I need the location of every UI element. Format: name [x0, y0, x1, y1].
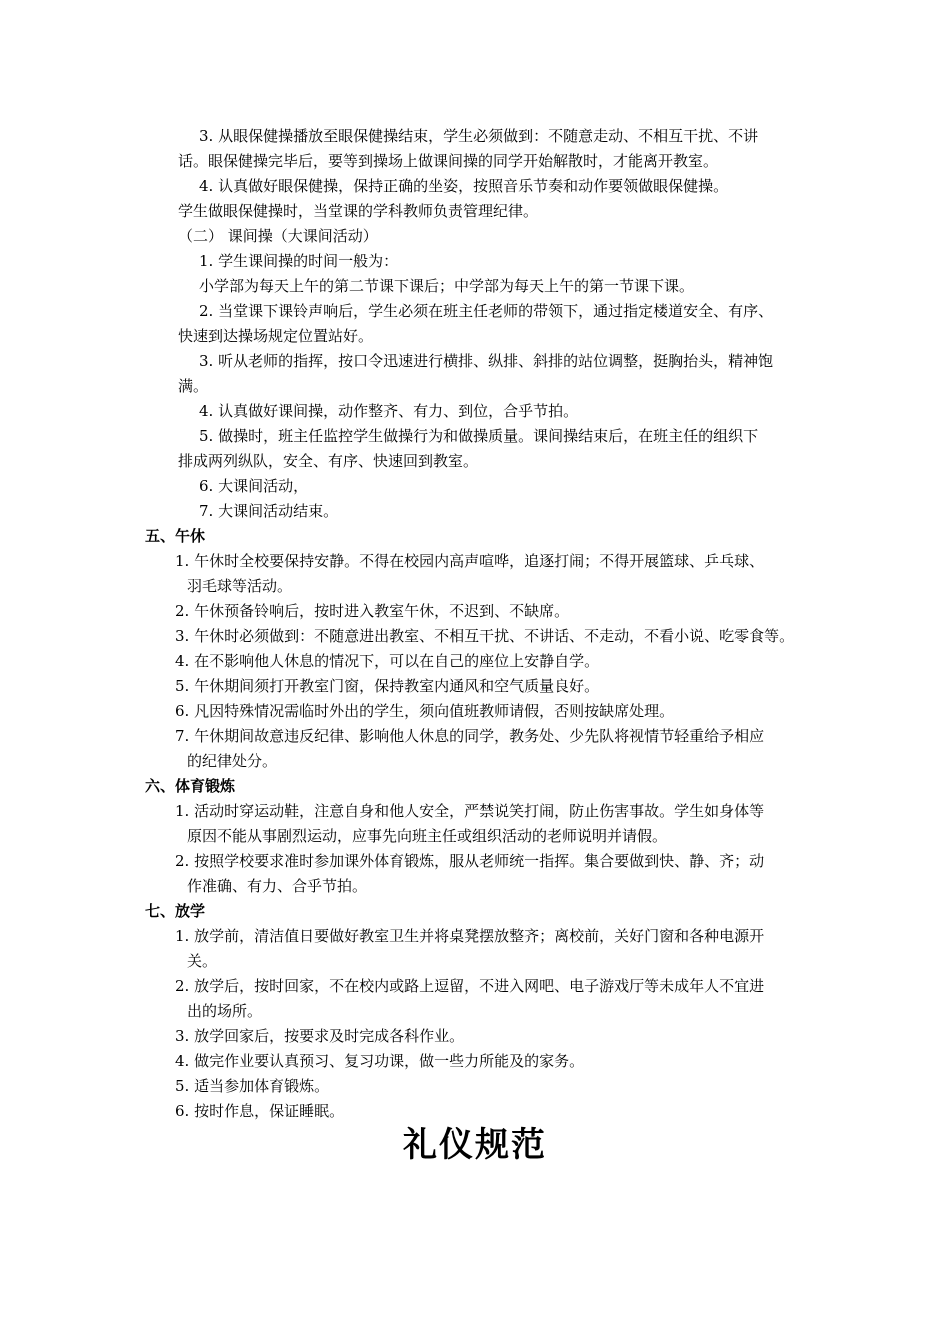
- list-item: 小学部为每天上午的第二节课下课后；中学部为每天上午的第一节课下课。: [199, 277, 695, 295]
- list-item: 1. 午休时全校要保持安静。不得在校园内高声喧哗，追逐打闹；不得开展篮球、乒乓球、: [175, 552, 765, 570]
- subheading: （二） 课间操（大课间活动）: [178, 227, 378, 245]
- paragraph-line: 4. 认真做好眼保健操，保持正确的坐姿，按照音乐节奏和动作要领做眼保健操。: [199, 177, 729, 195]
- list-item: 3. 放学回家后，按要求及时完成各科作业。: [175, 1027, 465, 1045]
- list-item: 6. 凡因特殊情况需临时外出的学生，须向值班教师请假，否则按缺席处理。: [175, 702, 675, 720]
- list-item: 满。: [178, 377, 209, 395]
- list-item: 羽毛球等活动。: [187, 577, 293, 595]
- list-item: 1. 学生课间操的时间一般为：: [199, 252, 399, 270]
- list-item: 关。: [187, 952, 218, 970]
- list-item: 6. 按时作息，保证睡眠。: [175, 1102, 345, 1120]
- list-item: 5. 做操时，班主任监控学生做操行为和做操质量。课间操结束后，在班主任的组织下: [199, 427, 759, 445]
- list-item: 作准确、有力、合乎节拍。: [187, 877, 368, 895]
- list-item: 7. 大课间活动结束。: [199, 502, 339, 520]
- list-item: 快速到达操场规定位置站好。: [178, 327, 374, 345]
- list-item: 1. 放学前，清洁值日要做好教室卫生并将桌凳摆放整齐；离校前，关好门窗和各种电源开: [175, 927, 765, 945]
- page-title: 礼仪规范: [403, 1125, 547, 1165]
- list-item: 4. 在不影响他人休息的情况下，可以在自己的座位上安静自学。: [175, 652, 600, 670]
- paragraph-line: 学生做眼保健操时，当堂课的学科教师负责管理纪律。: [178, 202, 539, 220]
- list-item: 7. 午休期间故意违反纪律、影响他人休息的同学，教务处、少先队将视情节轻重给予相应: [175, 727, 765, 745]
- list-item: 的纪律处分。: [187, 752, 278, 770]
- section-heading: 七、放学: [145, 902, 206, 920]
- list-item: 出的场所。: [187, 1002, 263, 1020]
- list-item: 6. 大课间活动，: [199, 477, 309, 495]
- list-item: 3. 午休时必须做到：不随意进出教室、不相互干扰、不讲话、不走动，不看小说、吃零食等。: [175, 627, 795, 645]
- section-heading: 六、体育锻炼: [145, 777, 236, 795]
- paragraph-line: 3. 从眼保健操播放至眼保健操结束，学生必须做到：不随意走动、不相互干扰、不讲: [199, 127, 759, 145]
- list-item: 原因不能从事剧烈运动，应事先向班主任或组织活动的老师说明并请假。: [187, 827, 668, 845]
- list-item: 5. 午休期间须打开教室门窗，保持教室内通风和空气质量良好。: [175, 677, 600, 695]
- list-item: 排成两列纵队，安全、有序、快速回到教室。: [178, 452, 479, 470]
- paragraph-line: 话。眼保健操完毕后，要等到操场上做课间操的同学开始解散时，才能离开教室。: [178, 152, 719, 170]
- list-item: 2. 放学后，按时回家，不在校内或路上逗留，不进入网吧、电子游戏厅等未成年人不宜进: [175, 977, 765, 995]
- list-item: 2. 当堂课下课铃声响后，学生必须在班主任老师的带领下，通过指定楼道安全、有序、: [199, 302, 774, 320]
- list-item: 4. 做完作业要认真预习、复习功课，做一些力所能及的家务。: [175, 1052, 585, 1070]
- list-item: 4. 认真做好课间操，动作整齐、有力、到位，合乎节拍。: [199, 402, 579, 420]
- section-heading: 五、午休: [145, 527, 206, 545]
- list-item: 2. 按照学校要求准时参加课外体育锻炼，服从老师统一指挥。集合要做到快、静、齐；动: [175, 852, 765, 870]
- list-item: 2. 午休预备铃响后，按时进入教室午休，不迟到、不缺席。: [175, 602, 570, 620]
- list-item: 5. 适当参加体育锻炼。: [175, 1077, 330, 1095]
- list-item: 3. 听从老师的指挥，按口令迅速进行横排、纵排、斜排的站位调整，挺胸抬头，精神饱: [199, 352, 774, 370]
- list-item: 1. 活动时穿运动鞋，注意自身和他人安全，严禁说笑打闹，防止伤害事故。学生如身体等: [175, 802, 765, 820]
